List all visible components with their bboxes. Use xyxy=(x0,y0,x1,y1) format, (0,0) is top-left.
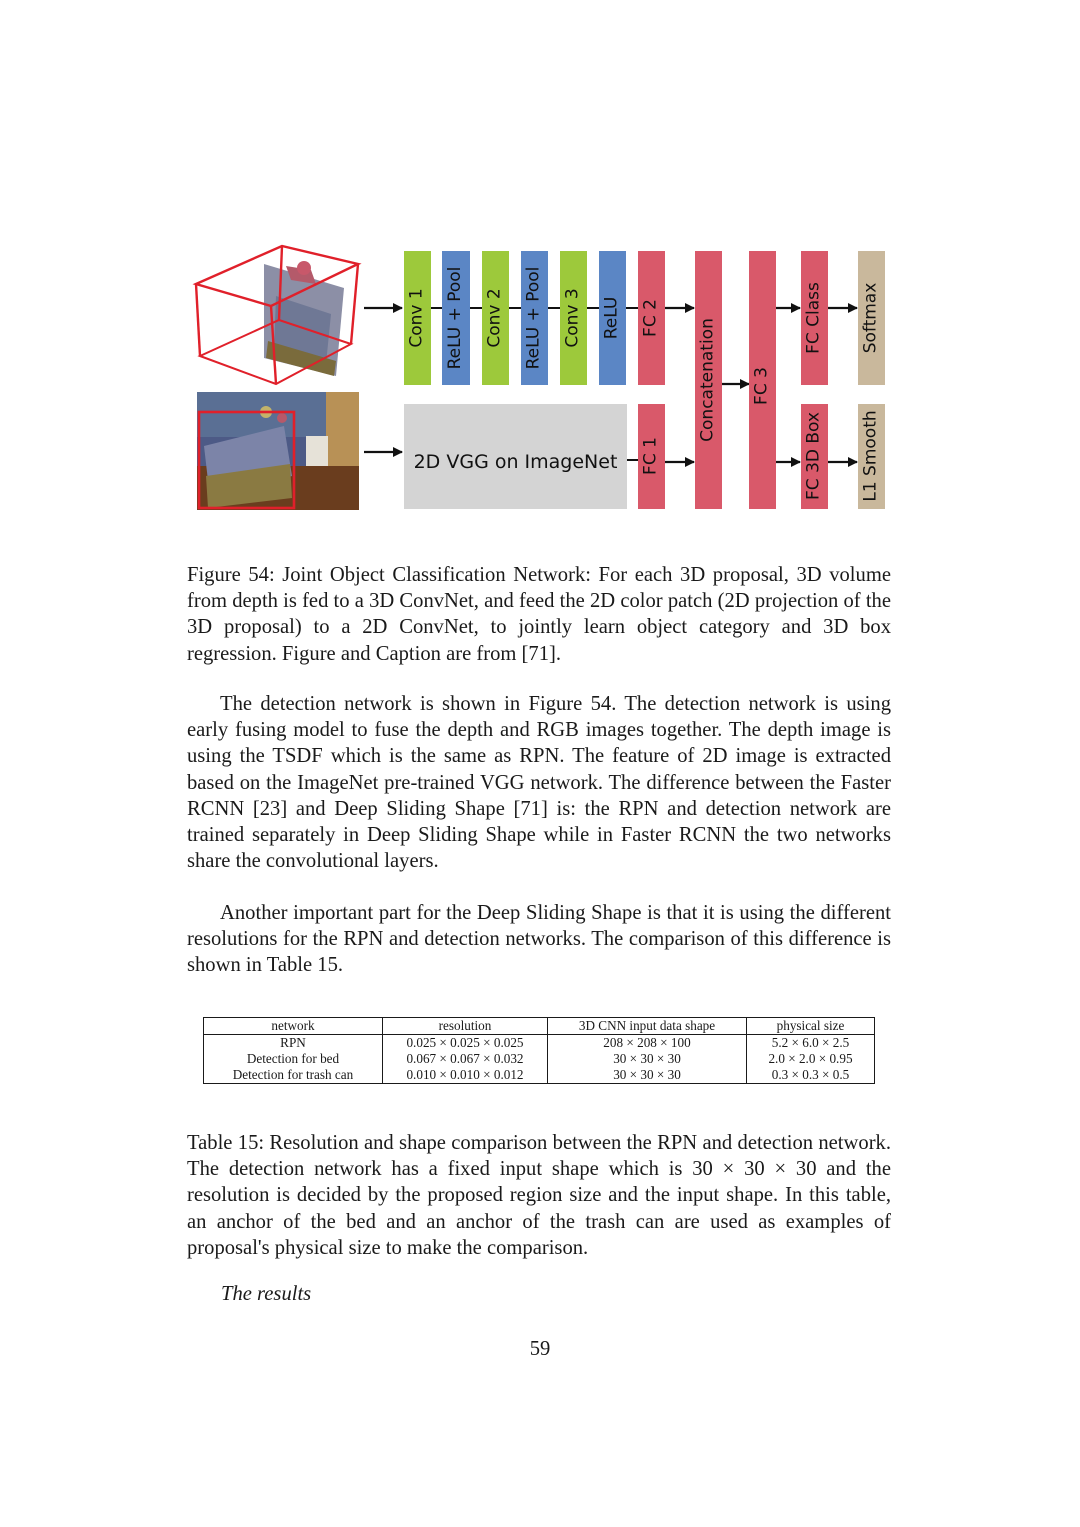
svg-text:ReLU + Pool: ReLU + Pool xyxy=(445,266,465,370)
section-heading: The results xyxy=(221,1283,312,1305)
table-row xyxy=(204,1051,875,1067)
svg-text:FC 3: FC 3 xyxy=(751,367,772,405)
table-row xyxy=(204,1067,875,1084)
block-relu-pool-1 xyxy=(442,251,470,385)
block-l1-smooth xyxy=(858,404,885,509)
figure-caption: Figure 54: Joint Object Classification Network: For each 3D proposal, 3D volume from depth is fed to a 3D ConvNet, and feed the 2D color patch (2D projection of the 3D proposal) to a 2D ConvNet, to jointly learn object category and 3D box regression. Figure and Caption are from [71]. xyxy=(187,564,891,665)
table-cell: Detection for bed xyxy=(204,1051,383,1067)
block-softmax xyxy=(858,251,885,385)
table-header-cell: resolution xyxy=(383,1018,548,1035)
svg-text:ReLU: ReLU xyxy=(601,296,622,340)
block-conv2 xyxy=(482,251,509,385)
table-cell: RPN xyxy=(204,1035,383,1052)
body-paragraph: The detection network is shown in Figure 54. The detection network is using early fusing model to fuse the depth and RGB images together. The depth image is using the TSDF which is the same as RPN. The feature of 2D image is extracted based on the ImageNet pre-trained VGG network. The difference between the Faster RCNN [23] and Deep Sliding Shape [71] is: the RPN and detection network are trained separately in Deep Sliding Shape while in Faster RCNN the two networks share the convolutional layers. xyxy=(187,693,891,873)
svg-text:Conv 3: Conv 3 xyxy=(562,288,583,348)
table-cell: 5.2 × 6.0 × 2.5 xyxy=(747,1035,875,1052)
depth-volume-image xyxy=(196,246,358,384)
table-cell: 30 × 30 × 30 xyxy=(548,1051,747,1067)
block-fc3 xyxy=(749,251,776,509)
block-conv1 xyxy=(404,251,431,385)
table-cell: 208 × 208 × 100 xyxy=(548,1035,747,1052)
svg-text:Conv 1: Conv 1 xyxy=(406,288,427,348)
svg-text:ReLU + Pool: ReLU + Pool xyxy=(523,266,544,370)
table-cell: 0.3 × 0.3 × 0.5 xyxy=(747,1067,875,1084)
block-relu xyxy=(599,251,626,385)
table-header-cell: physical size xyxy=(747,1018,875,1035)
table-cell: 0.010 × 0.010 × 0.012 xyxy=(383,1067,548,1084)
svg-text:Concatenation: Concatenation xyxy=(697,318,718,442)
table-header-row xyxy=(204,1018,875,1035)
table-cell: 30 × 30 × 30 xyxy=(548,1067,747,1084)
block-conv3 xyxy=(560,251,587,385)
table-cell: 2.0 × 2.0 × 0.95 xyxy=(747,1051,875,1067)
svg-text:FC 3D Box: FC 3D Box xyxy=(803,412,824,500)
svg-text:FC 2: FC 2 xyxy=(640,299,661,337)
block-vgg xyxy=(404,404,627,509)
table-cell: 0.067 × 0.067 × 0.032 xyxy=(383,1051,548,1067)
block-fc-class xyxy=(801,251,828,385)
page-number: 59 xyxy=(529,1338,551,1360)
table-row xyxy=(204,1035,875,1052)
table-cell: 0.025 × 0.025 × 0.025 xyxy=(383,1035,548,1052)
svg-text:Softmax: Softmax xyxy=(860,282,881,354)
table-caption: Table 15: Resolution and shape comparison between the RPN and detection network. The detection network has a fixed input shape which is 30 × 30 × 30 and the resolution is decided by the proposed region size and the input shape. In this table, an anchor of the bed and an anchor of the trash can are used as examples of proposal's physical size to make the comparison. xyxy=(187,1132,891,1259)
table-header-cell: 3D CNN input data shape xyxy=(548,1018,747,1035)
svg-text:FC 1: FC 1 xyxy=(640,437,661,475)
network-diagram xyxy=(186,236,896,526)
block-concatenation xyxy=(695,251,722,509)
table-header-cell: network xyxy=(204,1018,383,1035)
svg-text:L1 Smooth: L1 Smooth xyxy=(860,410,881,502)
svg-text:FC Class: FC Class xyxy=(803,282,824,354)
block-fc1 xyxy=(638,404,665,509)
body-paragraph: Another important part for the Deep Sliding Shape is that it is using the different resolutions for the RPN and detection networks. The comparison of this difference is shown in Table 15. xyxy=(187,902,891,977)
svg-text:2D VGG on ImageNet: 2D VGG on ImageNet xyxy=(413,451,618,473)
table-cell: Detection for trash can xyxy=(204,1067,383,1084)
block-relu-pool-2 xyxy=(521,251,548,385)
block-fc2 xyxy=(638,251,665,385)
block-fc-3d-box xyxy=(801,404,828,509)
color-patch-image xyxy=(197,392,359,510)
svg-text:Conv 2: Conv 2 xyxy=(484,288,505,348)
comparison-table xyxy=(203,1017,875,1084)
